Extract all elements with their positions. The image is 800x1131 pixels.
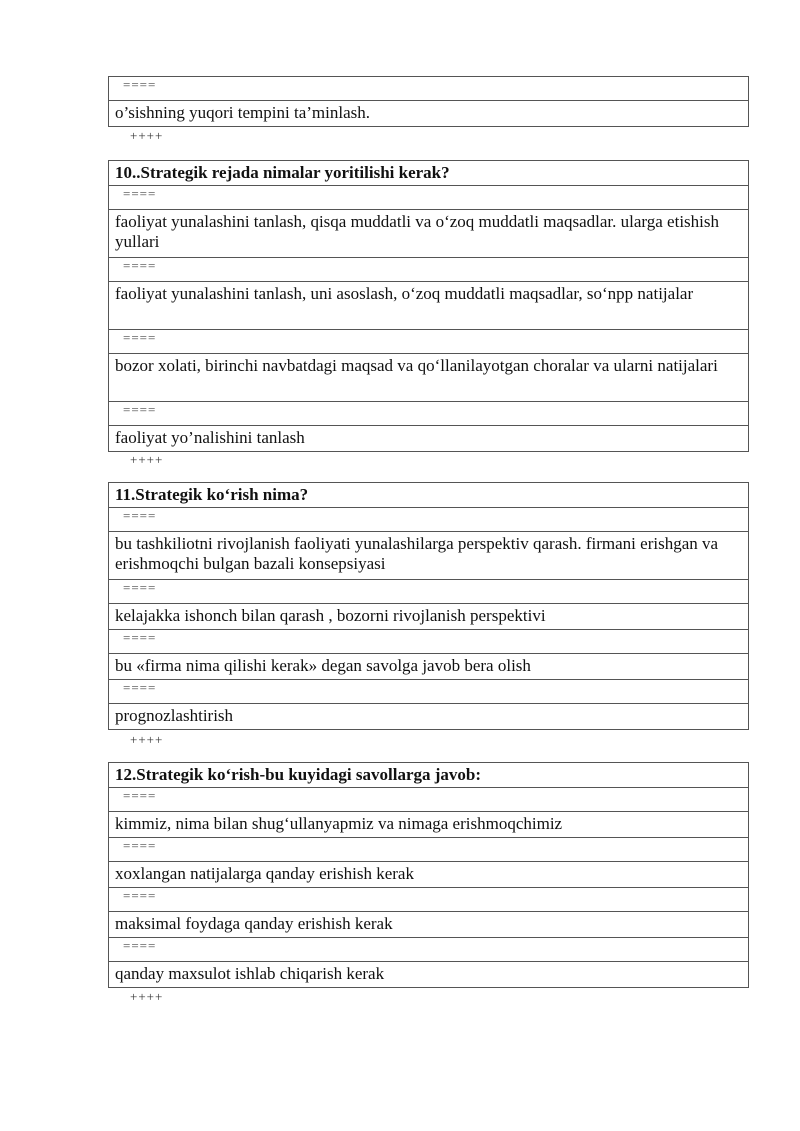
separator: ====: [109, 186, 749, 210]
question-12: [108, 762, 749, 988]
separator: ====: [109, 938, 749, 962]
answer-option: maksimal foydaga qanday erishish kerak: [109, 912, 749, 938]
answer-table: [108, 76, 749, 127]
separator: ====: [109, 77, 749, 101]
separator: ====: [109, 508, 749, 532]
answer-option: bu tashkiliotni rivojlanish faoliyati yunalashilarga perspektiv qarash. firmani erishgan va erishmoqchi bulgan bazali konsepsiyasi: [109, 532, 749, 580]
question-title: 11.Strategik ko‘rish nima?: [109, 483, 749, 508]
answer-option: xoxlangan natijalarga qanday erishish kerak: [109, 862, 749, 888]
answer-option: faoliyat yo’nalishini tanlash: [109, 426, 749, 452]
separator: ====: [109, 888, 749, 912]
answer-marker: ++++: [130, 989, 164, 1004]
separator: ====: [109, 630, 749, 654]
question-title: 10..Strategik rejada nimalar yoritilishi kerak?: [109, 161, 749, 186]
question-10: [108, 160, 749, 452]
question-table: [108, 762, 749, 988]
separator: ====: [109, 580, 749, 604]
answer-option: faoliyat yunalashini tanlash, uni asoslash, o‘zoq muddatli maqsadlar, so‘npp natijalar: [109, 282, 749, 330]
answer-option: faoliyat yunalashini tanlash, qisqa muddatli va o‘zoq muddatli maqsadlar. ularga etishish yullari: [109, 210, 749, 258]
answer-option: kimmiz, nima bilan shug‘ullanyapmiz va nimaga erishmoqchimiz: [109, 812, 749, 838]
answer-marker: ++++: [130, 732, 164, 747]
separator: ====: [109, 402, 749, 426]
separator: ====: [109, 330, 749, 354]
answer-option: bu «firma nima qilishi kerak» degan savolga javob bera olish: [109, 654, 749, 680]
separator: ====: [109, 258, 749, 282]
answer-marker: ++++: [130, 128, 164, 143]
answer-option: prognozlashtirish: [109, 704, 749, 730]
question-table: [108, 160, 749, 452]
answer-option: kelajakka ishonch bilan qarash , bozorni rivojlanish perspektivi: [109, 604, 749, 630]
question-fragment-top: [108, 76, 749, 127]
answer-marker: ++++: [130, 452, 164, 467]
question-title: 12.Strategik ko‘rish-bu kuyidagi savollarga javob:: [109, 763, 749, 788]
question-11: [108, 482, 749, 730]
answer-option: bozor xolati, birinchi navbatdagi maqsad va qo‘llanilayotgan choralar va ularni natijalari: [109, 354, 749, 402]
separator: ====: [109, 788, 749, 812]
answer-option: o’sishning yuqori tempini ta’minlash.: [109, 101, 749, 127]
question-table: [108, 482, 749, 730]
separator: ====: [109, 680, 749, 704]
separator: ====: [109, 838, 749, 862]
answer-option: qanday maxsulot ishlab chiqarish kerak: [109, 962, 749, 988]
